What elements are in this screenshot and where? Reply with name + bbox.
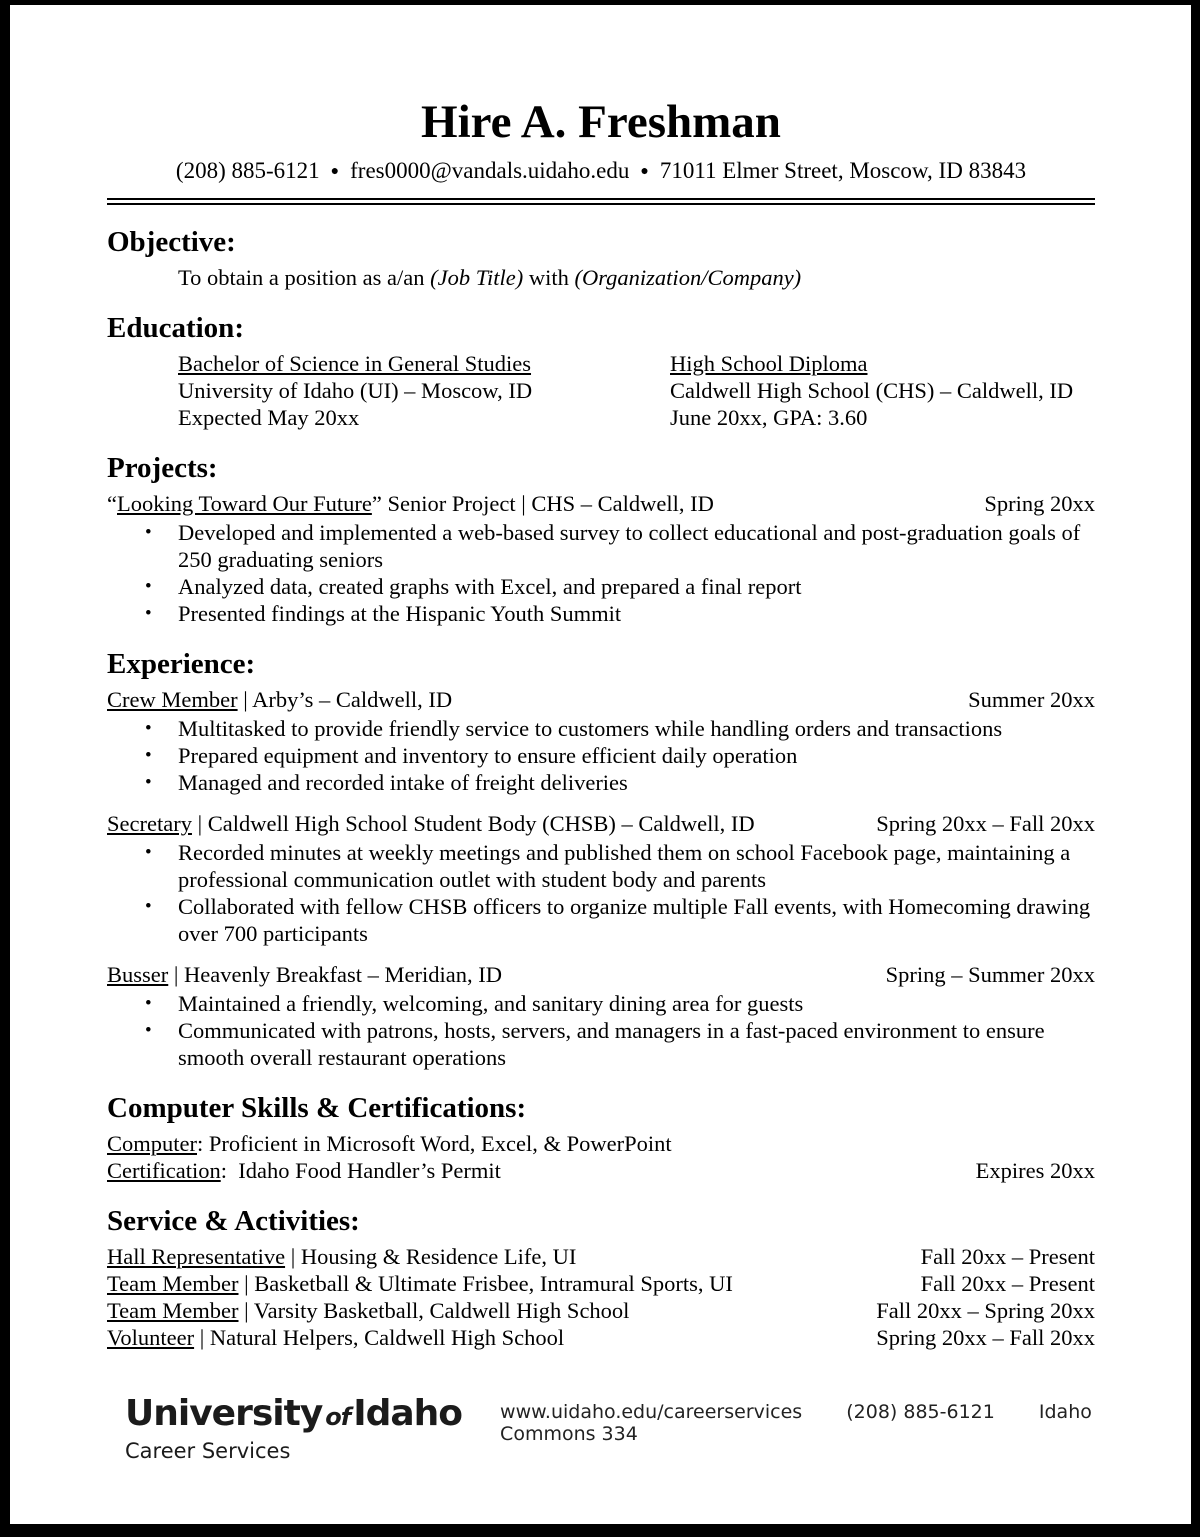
bullet-item: • Prepared equipment and inventory to ensure efficient daily operation: [145, 743, 798, 768]
project-title: “Looking Toward Our Future” Senior Project | CHS – Caldwell, ID: [107, 491, 714, 516]
resume-header: [107, 95, 1095, 205]
service-text: Team Member | Varsity Basketball, Caldwell High School: [107, 1298, 630, 1323]
service-row: [107, 1243, 1095, 1270]
objective-job-title-placeholder: (Job Title): [430, 265, 524, 290]
footer-phone: (208) 885-6121: [846, 1400, 995, 1423]
bullet-item: • Multitasked to provide friendly service to customers while handling orders and transactions: [145, 716, 1003, 741]
bullet-icon: •: [145, 603, 152, 624]
job-bullets: [107, 839, 1095, 947]
section-education: [107, 311, 1095, 431]
bullet-item: • Recorded minutes at weekly meetings and published them on school Facebook page, maintaining a professional communication outlet with student body and parents: [145, 840, 1071, 892]
page-footer: [125, 1395, 1095, 1464]
bullet-icon: •: [145, 1020, 152, 1041]
job-title-line: [107, 961, 1095, 988]
service-date: Fall 20xx – Present: [920, 1271, 1095, 1296]
service-row: [107, 1270, 1095, 1297]
education-entry: [670, 350, 1095, 431]
bullet-icon: •: [145, 772, 152, 793]
bullet-item: • Communicated with patrons, hosts, servers, and managers in a fast-paced environment to ensure smooth overall restaurant operations: [145, 1018, 1045, 1070]
objective-organization-placeholder: (Organization/Company): [574, 265, 802, 290]
bullet-item: • Maintained a friendly, welcoming, and sanitary dining area for guests: [145, 991, 804, 1016]
degree-title: Bachelor of Science in General Studies: [178, 351, 532, 376]
skill-text: Computer: Proficient in Microsoft Word, Excel, & PowerPoint: [107, 1131, 672, 1156]
section-skills: [107, 1091, 1095, 1184]
bullet-separator-icon: ●: [640, 164, 649, 179]
service-row: [107, 1297, 1095, 1324]
job-title-line: [107, 810, 1095, 837]
skill-row: [107, 1130, 1095, 1157]
bullet-icon: •: [145, 718, 152, 739]
contact-phone: (208) 885-6121: [175, 158, 320, 183]
logo-subtitle: Career Services: [125, 1439, 291, 1463]
project-title-line: [107, 490, 1095, 517]
job-title: Busser | Heavenly Breakfast – Meridian, ID: [107, 962, 503, 987]
contact-line: [107, 157, 1095, 186]
skill-text: Certification: Idaho Food Handler’s Permit: [107, 1158, 501, 1183]
job-bullets: [107, 715, 1095, 796]
experience-heading: Experience:: [107, 648, 256, 680]
service-row: [107, 1324, 1095, 1351]
service-text: Hall Representative | Housing & Residence Life, UI: [107, 1244, 577, 1269]
education-entry: [178, 350, 670, 431]
job-entry: [107, 686, 1095, 796]
bullet-icon: •: [145, 522, 152, 543]
degree-title: High School Diploma: [670, 351, 868, 376]
university-of-idaho-logo: [125, 1395, 462, 1464]
service-date: Spring 20xx – Fall 20xx: [876, 1325, 1095, 1350]
education-heading: Education:: [107, 312, 244, 344]
graduation-date: June 20xx, GPA: 3.60: [670, 405, 868, 430]
job-date: Spring – Summer 20xx: [885, 962, 1095, 987]
section-projects: [107, 451, 1095, 627]
section-service: [107, 1204, 1095, 1351]
job-bullets: [107, 990, 1095, 1071]
bullet-icon: •: [145, 576, 152, 597]
footer-info: [500, 1401, 1095, 1445]
contact-email: fres0000@vandals.uidaho.edu: [350, 158, 630, 183]
skill-date: [1083, 1130, 1095, 1157]
bullet-item: • Collaborated with fellow CHSB officers to organize multiple Fall events, with Homecoming drawing over 700 participants: [145, 894, 1091, 946]
service-heading: Service & Activities:: [107, 1205, 360, 1237]
skill-row: [107, 1157, 1095, 1184]
bullet-icon: •: [145, 842, 152, 863]
job-title: Crew Member | Arby’s – Caldwell, ID: [107, 687, 453, 712]
graduation-date: Expected May 20xx: [178, 405, 360, 430]
job-title: Secretary | Caldwell High School Student Body (CHSB) – Caldwell, ID: [107, 811, 755, 836]
job-entry: [107, 961, 1095, 1071]
footer-website: www.uidaho.edu/careerservices: [500, 1400, 803, 1423]
service-date: Fall 20xx – Spring 20xx: [876, 1298, 1095, 1323]
bullet-item: • Developed and implemented a web-based survey to collect educational and post-graduation goals of 250 graduating seniors: [145, 520, 1081, 572]
bullet-icon: •: [145, 896, 152, 917]
service-text: Volunteer | Natural Helpers, Caldwell High School: [107, 1325, 565, 1350]
section-experience: [107, 647, 1095, 1071]
service-text: Team Member | Basketball & Ultimate Frisbee, Intramural Sports, UI: [107, 1271, 733, 1296]
projects-heading: Projects:: [107, 452, 218, 484]
objective-text: To obtain a position as a/an (Job Title) with (Organization/Company): [178, 265, 802, 290]
contact-address: 71011 Elmer Street, Moscow, ID 83843: [659, 158, 1027, 183]
job-title-line: [107, 686, 1095, 713]
job-date: Spring 20xx – Fall 20xx: [876, 811, 1095, 836]
bullet-icon: •: [145, 745, 152, 766]
objective-heading: Objective:: [107, 226, 236, 258]
bullet-item: • Presented findings at the Hispanic Youth Summit: [145, 601, 622, 626]
header-divider: [107, 198, 1095, 205]
footer-location: Idaho Commons 334: [500, 1400, 1092, 1445]
project-date: Spring 20xx: [984, 491, 1095, 516]
bullet-separator-icon: ●: [330, 164, 340, 179]
skill-date: Expires 20xx: [975, 1158, 1095, 1183]
logo-wordmark: University ofIdaho: [125, 1393, 463, 1434]
service-date: Fall 20xx – Present: [920, 1244, 1095, 1269]
project-bullets: [107, 519, 1095, 627]
school-name: Caldwell High School (CHS) – Caldwell, ID: [670, 378, 1074, 403]
school-name: University of Idaho (UI) – Moscow, ID: [178, 378, 533, 403]
section-objective: [107, 225, 1095, 291]
bullet-icon: •: [145, 993, 152, 1014]
job-entry: [107, 810, 1095, 947]
bullet-item: • Managed and recorded intake of freight deliveries: [145, 770, 628, 795]
bullet-item: • Analyzed data, created graphs with Excel, and prepared a final report: [145, 574, 802, 599]
education-columns: [107, 350, 1095, 431]
skills-heading: Computer Skills & Certifications:: [107, 1092, 527, 1124]
job-date: Summer 20xx: [968, 687, 1095, 712]
candidate-name: Hire A. Freshman: [421, 96, 781, 148]
